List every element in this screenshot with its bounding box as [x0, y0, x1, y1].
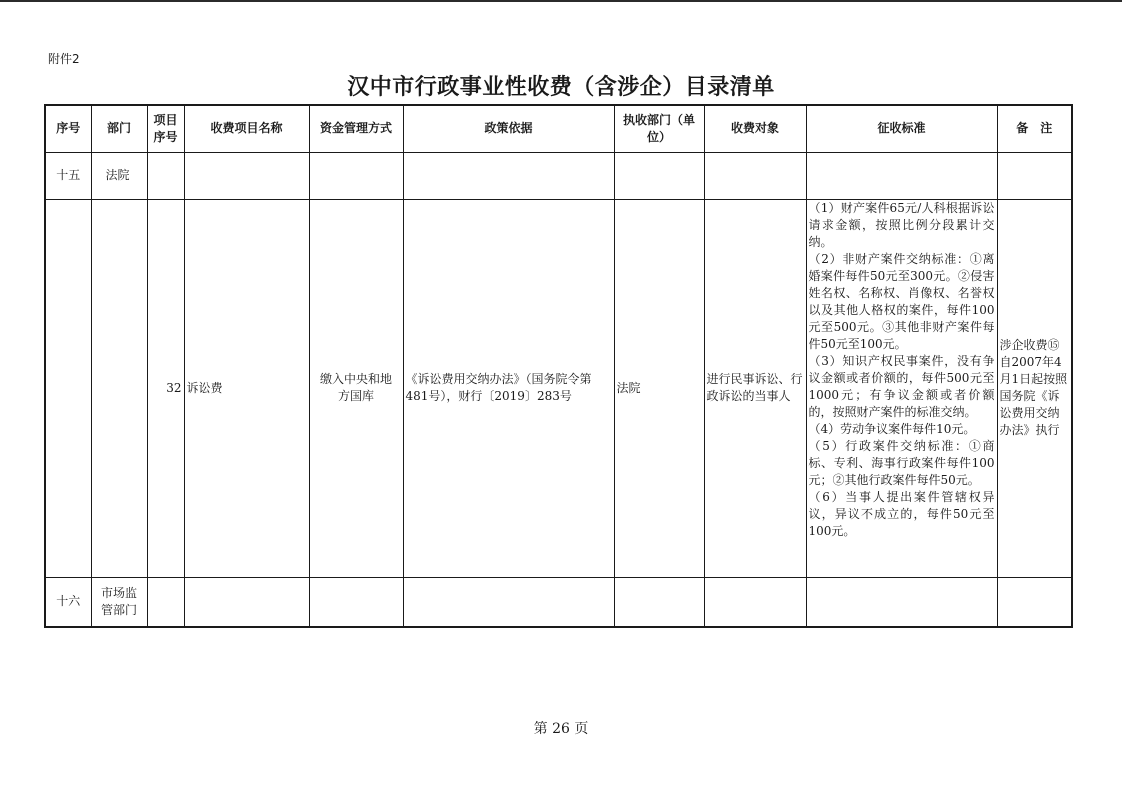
table-row-litigation-fee [45, 199, 1072, 577]
section-row-market-supervision [45, 577, 1072, 627]
section-seq: 十五 [45, 152, 91, 199]
empty-cell [45, 199, 91, 577]
standard-clause: （4）劳动争议案件每件10元。 [808, 421, 976, 436]
empty-cell [806, 152, 997, 199]
page-number: 第 26 页 [533, 721, 589, 737]
header-policy: 政策依据 [403, 105, 614, 152]
header-standard: 征收标准 [806, 105, 997, 152]
scan-edge-line [0, 0, 1122, 2]
empty-cell [184, 152, 309, 199]
empty-cell [403, 577, 614, 627]
empty-cell [309, 577, 403, 627]
empty-cell [704, 577, 806, 627]
empty-cell [806, 577, 997, 627]
empty-cell [997, 577, 1072, 627]
attachment-label: 附件2 [48, 52, 80, 66]
empty-cell [403, 152, 614, 199]
standard-clause: （5）行政案件交纳标准：①商标、专利、海事行政案件每件100元；②其他行政案件每件50元。 [808, 438, 995, 487]
section-dept: 法院 [91, 152, 147, 199]
target-cell: 进行民事诉讼、行政诉讼的当事人 [704, 199, 806, 577]
collector-cell: 法院 [614, 199, 704, 577]
header-seq: 序号 [45, 105, 91, 152]
fund-mgmt-cell: 缴入中央和地方国库 [309, 199, 403, 577]
table-header-row [45, 105, 1072, 152]
standard-cell [806, 199, 997, 577]
item-name-cell: 诉讼费 [184, 199, 309, 577]
fee-catalog-table [44, 104, 1073, 628]
remark-cell: 涉企收费⑮自2007年4月1日起按照国务院《诉讼费用交纳办法》执行 [997, 199, 1072, 577]
header-remark: 备 注 [997, 105, 1072, 152]
empty-cell [184, 577, 309, 627]
item-no-cell: 32 [147, 199, 184, 577]
standard-clause: （3）知识产权民事案件，没有争议金额或者价额的，每件500元至1000元；有争议金额或者价额的，按照财产案件的标准交纳。 [808, 353, 995, 419]
empty-cell [614, 577, 704, 627]
standard-clause: （1）财产案件65元/人科根据诉讼请求金额，按照比例分段累计交纳。 [808, 200, 995, 249]
header-item-name: 收费项目名称 [184, 105, 309, 152]
header-collector: 执收部门（单位） [614, 105, 704, 152]
page-title: 汉中市行政事业性收费（含涉企）目录清单 [347, 75, 775, 100]
empty-cell [147, 152, 184, 199]
header-target: 收费对象 [704, 105, 806, 152]
empty-cell [614, 152, 704, 199]
header-fund-mgmt: 资金管理方式 [309, 105, 403, 152]
empty-cell [704, 152, 806, 199]
standard-clause: （2）非财产案件交纳标准：①离婚案件每件50元至300元。②侵害姓名权、名称权、肖像权、名誉权以及其他人格权的案件，每件100元至500元。③其他非财产案件每件50元至100元。 [808, 251, 995, 351]
header-item-no: 项目序号 [147, 105, 184, 152]
empty-cell [147, 577, 184, 627]
empty-cell [309, 152, 403, 199]
standard-clause: （6）当事人提出案件管辖权异议，异议不成立的，每件50元至100元。 [808, 489, 995, 538]
section-row-court [45, 152, 1072, 199]
empty-cell [997, 152, 1072, 199]
empty-cell [91, 199, 147, 577]
section-seq: 十六 [45, 577, 91, 627]
section-dept: 市场监管部门 [91, 577, 147, 627]
policy-cell: 《诉讼费用交纳办法》（国务院令第481号），财行〔2019〕283号 [403, 199, 614, 577]
header-dept: 部门 [91, 105, 147, 152]
